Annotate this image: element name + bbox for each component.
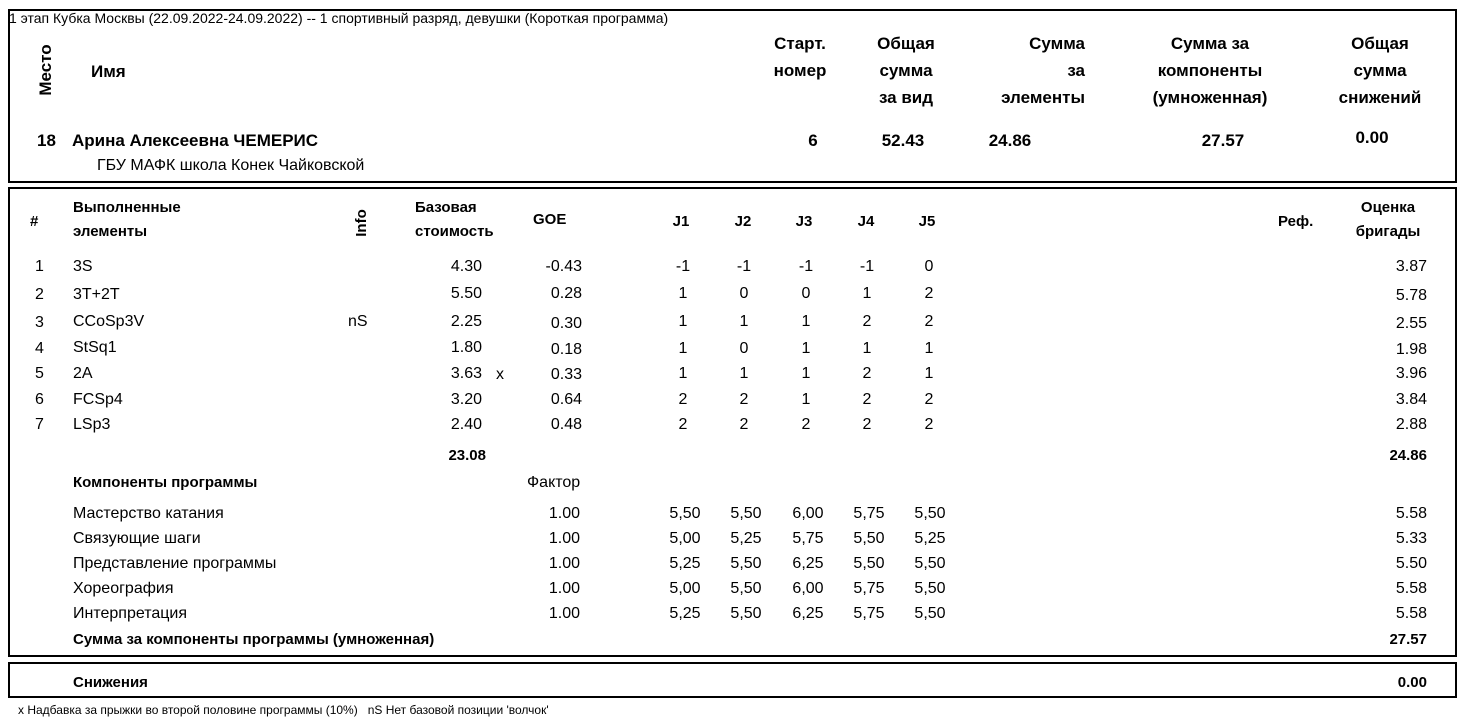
judge-5-score: 5,50 (914, 505, 946, 522)
judge-2-score: 1 (739, 313, 749, 330)
components-total: 27.57 (1389, 631, 1427, 648)
judge-5-score: 5,50 (914, 580, 946, 597)
components-score-header (1130, 30, 1290, 111)
judge-3-score: 6,00 (792, 505, 824, 522)
referee-header: Реф. (1278, 213, 1314, 230)
element-base: 2.25 (450, 313, 482, 330)
judge-3-score: 1 (801, 365, 811, 382)
deductions-header-line3: снижений (1338, 88, 1422, 107)
component-score: 5.50 (1395, 555, 1427, 572)
element-num: 6 (35, 391, 44, 408)
judge-1-score: 2 (678, 391, 688, 408)
judge-3-score: -1 (798, 258, 814, 275)
element-base: 3.20 (450, 391, 482, 408)
judge-4-score: 5,75 (853, 505, 885, 522)
element-score: 1.98 (1395, 341, 1427, 358)
judge-2-score: -1 (736, 258, 752, 275)
footnote: x Надбавка за прыжки во второй половине программы (10%) nS Нет базовой позиции 'волчок' (18, 703, 549, 717)
j4-header: J4 (857, 213, 875, 230)
judge-5-score: 2 (924, 416, 934, 433)
judge-3-score: 1 (801, 313, 811, 330)
component-score: 5.33 (1395, 530, 1427, 547)
start-number-header (760, 30, 840, 84)
judge-1-score: 5,00 (669, 580, 701, 597)
panel-score-header-line2: бригады (1355, 223, 1421, 240)
judge-2-score: 1 (739, 365, 749, 382)
element-code: CCoSp3V (73, 313, 145, 330)
j1-header: J1 (672, 213, 690, 230)
judge-4-score: 2 (862, 416, 872, 433)
judge-4-score: 1 (862, 340, 872, 357)
place-value: 18 (37, 131, 56, 150)
page-title: 1 этап Кубка Москвы (22.09.2022-24.09.2022) -- 1 спортивный разряд, девушки (Короткая программа) (9, 10, 669, 26)
judge-5-score: 0 (924, 258, 934, 275)
element-code: LSp3 (73, 416, 111, 433)
element-info: nS (348, 313, 368, 330)
total-score-value: 52.43 (881, 131, 925, 150)
judge-1-score: 5,25 (669, 605, 701, 622)
components-score-value: 27.57 (1201, 131, 1245, 150)
judge-1-score: 5,25 (669, 555, 701, 572)
element-code: 3S (73, 258, 93, 275)
judge-5-score: 1 (924, 340, 934, 357)
club-name: ГБУ МАФК школа Конек Чайковской (97, 157, 365, 174)
element-score: 3.87 (1395, 258, 1427, 275)
element-goe: -0.43 (545, 258, 582, 275)
component-name: Хореография (73, 580, 174, 597)
elements-score-value: 24.86 (988, 131, 1032, 150)
component-score: 5.58 (1395, 605, 1427, 622)
elements-total: 24.86 (1389, 447, 1427, 464)
place-header: Место (36, 44, 55, 96)
element-score: 3.96 (1395, 365, 1427, 382)
judge-4-score: 5,75 (853, 605, 885, 622)
executed-elements-header (73, 196, 181, 244)
judge-2-score: 2 (739, 391, 749, 408)
element-base: 5.50 (450, 285, 482, 302)
components-score-header-line1: Сумма за (1170, 34, 1250, 53)
element-num: 4 (35, 340, 44, 357)
judge-1-score: 2 (678, 416, 688, 433)
judge-5-score: 5,50 (914, 555, 946, 572)
element-num: 5 (35, 365, 44, 382)
element-base: 1.80 (450, 339, 482, 356)
element-num: 1 (35, 258, 44, 275)
start-number-header-line2: номер (773, 61, 827, 80)
element-code: 2A (73, 365, 93, 382)
element-base: 2.40 (450, 416, 482, 433)
element-goe: 0.64 (550, 391, 582, 408)
goe-header: GOE (533, 211, 567, 228)
element-code: FCSp4 (73, 391, 123, 408)
component-factor: 1.00 (548, 505, 580, 522)
judge-4-score: 5,50 (853, 530, 885, 547)
component-name: Представление программы (73, 555, 277, 572)
element-base: 4.30 (450, 258, 482, 275)
elements-score-header (975, 30, 1085, 111)
element-goe: 0.30 (550, 315, 582, 332)
deductions-header-line1: Общая (1351, 34, 1409, 53)
element-num: 7 (35, 416, 44, 433)
base-value-total: 23.08 (448, 447, 486, 464)
element-score: 3.84 (1395, 391, 1427, 408)
deductions-header (1320, 30, 1440, 111)
judge-3-score: 6,25 (792, 555, 824, 572)
components-score-header-line2: компоненты (1157, 61, 1263, 80)
judge-4-score: 5,75 (853, 580, 885, 597)
base-value-header (415, 196, 494, 244)
j3-header: J3 (795, 213, 813, 230)
deductions-value: 0.00 (1355, 128, 1389, 147)
judge-5-score: 5,25 (914, 530, 946, 547)
start-number-header-line1: Старт. (774, 34, 826, 53)
judge-4-score: 2 (862, 313, 872, 330)
judge-2-score: 0 (739, 285, 749, 302)
total-score-header-line2: сумма (879, 61, 933, 80)
judge-2-score: 5,50 (730, 605, 762, 622)
judge-2-score: 5,50 (730, 555, 762, 572)
component-name: Мастерство катания (73, 505, 224, 522)
component-factor: 1.00 (548, 555, 580, 572)
element-code: StSq1 (73, 339, 117, 356)
num-header: # (30, 213, 39, 230)
component-factor: 1.00 (548, 530, 580, 547)
component-score: 5.58 (1395, 505, 1427, 522)
judge-3-score: 6,00 (792, 580, 824, 597)
judge-3-score: 0 (801, 285, 811, 302)
judge-5-score: 1 (924, 365, 934, 382)
component-name: Интерпретация (73, 605, 188, 622)
factor-header: Фактор (527, 474, 581, 491)
elements-score-header-line2: за (1067, 61, 1085, 80)
deductions-label: Снижения (73, 674, 148, 691)
judge-4-score: 1 (862, 285, 872, 302)
judge-5-score: 2 (924, 313, 934, 330)
skater-name: Арина Алексеевна ЧЕМЕРИС (72, 131, 319, 150)
judge-5-score: 2 (924, 391, 934, 408)
judge-1-score: -1 (675, 258, 691, 275)
judge-1-score: 1 (678, 340, 688, 357)
total-score-header-line3: за вид (878, 88, 934, 107)
name-header: Имя (91, 62, 126, 81)
judge-4-score: 2 (862, 391, 872, 408)
base-value-header-line2: стоимость (415, 223, 494, 240)
component-score: 5.58 (1395, 580, 1427, 597)
element-goe: 0.28 (550, 285, 582, 302)
total-score-header (862, 30, 950, 111)
executed-elements-header-line2: элементы (73, 223, 148, 240)
total-score-header-line1: Общая (877, 34, 935, 53)
judge-5-score: 2 (924, 285, 934, 302)
judge-3-score: 6,25 (792, 605, 824, 622)
judge-3-score: 5,75 (792, 530, 824, 547)
element-base: 3.63 (450, 365, 482, 382)
element-score: 2.55 (1395, 315, 1427, 332)
component-factor: 1.00 (548, 605, 580, 622)
component-name: Связующие шаги (73, 530, 201, 547)
judge-1-score: 1 (678, 285, 688, 302)
deductions-header-line2: сумма (1353, 61, 1407, 80)
element-score: 5.78 (1395, 287, 1427, 304)
components-title: Компоненты программы (73, 474, 258, 491)
base-value-header-line1: Базовая (415, 199, 477, 216)
judge-2-score: 5,50 (730, 580, 762, 597)
component-factor: 1.00 (548, 580, 580, 597)
element-bonus: x (496, 366, 504, 383)
judge-3-score: 1 (801, 391, 811, 408)
judge-1-score: 5,00 (669, 530, 701, 547)
judge-2-score: 2 (739, 416, 749, 433)
judge-1-score: 1 (678, 313, 688, 330)
judge-5-score: 5,50 (914, 605, 946, 622)
panel-score-header-line1: Оценка (1360, 199, 1416, 216)
judge-2-score: 0 (739, 340, 749, 357)
elements-score-header-line3: элементы (1001, 88, 1085, 107)
info-header: Info (353, 209, 370, 237)
judge-4-score: 5,50 (853, 555, 885, 572)
judge-3-score: 1 (801, 340, 811, 357)
element-num: 2 (35, 286, 44, 303)
element-goe: 0.48 (550, 416, 582, 433)
deductions-box (8, 662, 1457, 698)
j2-header: J2 (734, 213, 752, 230)
element-goe: 0.18 (550, 341, 582, 358)
element-code: 3T+2T (73, 286, 120, 303)
judge-1-score: 1 (678, 365, 688, 382)
components-score-header-line3: (умноженная) (1152, 88, 1268, 107)
judge-1-score: 5,50 (669, 505, 701, 522)
judge-2-score: 5,50 (730, 505, 762, 522)
executed-elements-header-line1: Выполненные (73, 199, 181, 216)
element-score: 2.88 (1395, 416, 1427, 433)
judge-3-score: 2 (801, 416, 811, 433)
element-num: 3 (35, 314, 44, 331)
panel-score-header (1340, 196, 1436, 244)
components-total-label: Сумма за компоненты программы (умноженная) (73, 631, 435, 648)
element-goe: 0.33 (550, 366, 582, 383)
judge-4-score: -1 (859, 258, 875, 275)
elements-score-header-line1: Сумма (1029, 34, 1085, 53)
deductions-total: 0.00 (1397, 674, 1427, 691)
j5-header: J5 (918, 213, 936, 230)
start-number-value: 6 (808, 131, 818, 150)
judge-4-score: 2 (862, 365, 872, 382)
judge-2-score: 5,25 (730, 530, 762, 547)
